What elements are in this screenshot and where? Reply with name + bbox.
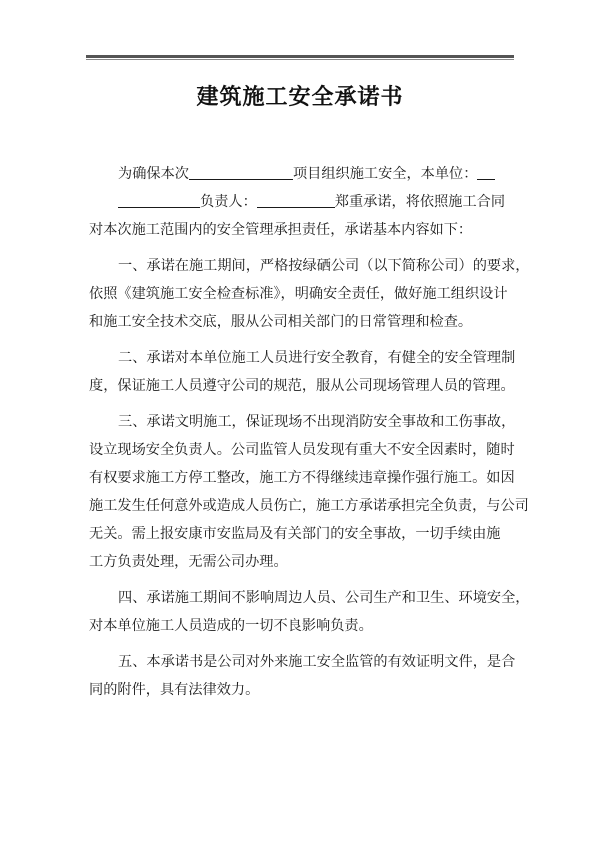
- intro-line-3: 对本次施工范围内的安全管理承担责任，承诺基本内容如下：: [89, 222, 473, 238]
- clause-5: [89, 648, 516, 704]
- clause-line: 一、承诺在施工期间，严格按绿硒公司（以下简称公司）的要求，: [118, 258, 530, 274]
- clause-line: 四、承诺施工期间不影响周边人员、公司生产和卫生、环境安全，: [118, 590, 530, 606]
- clause-line: 施工发生任何意外或造成人员伤亡，施工方承诺承担完全负责，与公司: [89, 498, 529, 514]
- document-title: 建筑施工安全承诺书: [196, 85, 404, 110]
- intro-text: 负责人：: [200, 194, 257, 210]
- clause-3: [89, 408, 529, 576]
- intro-line-1: [89, 160, 511, 188]
- unit-name-blank: [477, 163, 495, 180]
- clause-line: 五、本承诺书是公司对外来施工安全监管的有效证明文件，是合: [118, 654, 516, 670]
- document-body: [89, 160, 530, 704]
- clause-line: 同的附件，具有法律效力。: [89, 682, 260, 698]
- clause-line: 有权要求施工方停工整改，施工方不得继续违章操作强行施工。如因: [89, 470, 515, 486]
- intro-text: 项目组织施工安全，本单位：: [292, 166, 478, 182]
- clause-2: [89, 344, 516, 400]
- clause-line: 无关。需上报安康市安监局及有关部门的安全事故，一切手续由施: [89, 526, 501, 542]
- intro-paragraph: [89, 160, 511, 244]
- responsible-person-blank: [257, 191, 335, 208]
- clause-line: 三、承诺文明施工，保证现场不出现消防安全事故和工伤事故，: [118, 414, 516, 430]
- clause-line: 对本单位施工人员造成的一切不良影响负责。: [89, 618, 373, 634]
- header-rule: [86, 55, 514, 60]
- intro-text: 郑重承诺，将依照施工合同: [334, 194, 506, 210]
- clause-line: 度，保证施工人员遵守公司的规范，服从公司现场管理人员的管理。: [89, 378, 515, 394]
- clause-line: 设立现场安全负责人。公司监管人员发现有重大不安全因素时，随时: [89, 442, 515, 458]
- clause-line: 和施工安全技术交底，服从公司相关部门的日常管理和检查。: [89, 314, 473, 330]
- project-name-blank: [189, 163, 293, 180]
- clause-line: 二、承诺对本单位施工人员进行安全教育，有健全的安全管理制: [118, 350, 516, 366]
- intro-line-2: [89, 188, 511, 216]
- clause-4: [89, 584, 530, 640]
- clause-1: [89, 252, 530, 336]
- clause-line: 工方负责处理，无需公司办理。: [89, 554, 288, 570]
- clause-line: 依照《建筑施工安全检查标准》，明确安全责任，做好施工组织设计: [89, 286, 508, 302]
- intro-text: 为确保本次: [118, 166, 189, 182]
- unit-name-blank-continued: [118, 191, 200, 208]
